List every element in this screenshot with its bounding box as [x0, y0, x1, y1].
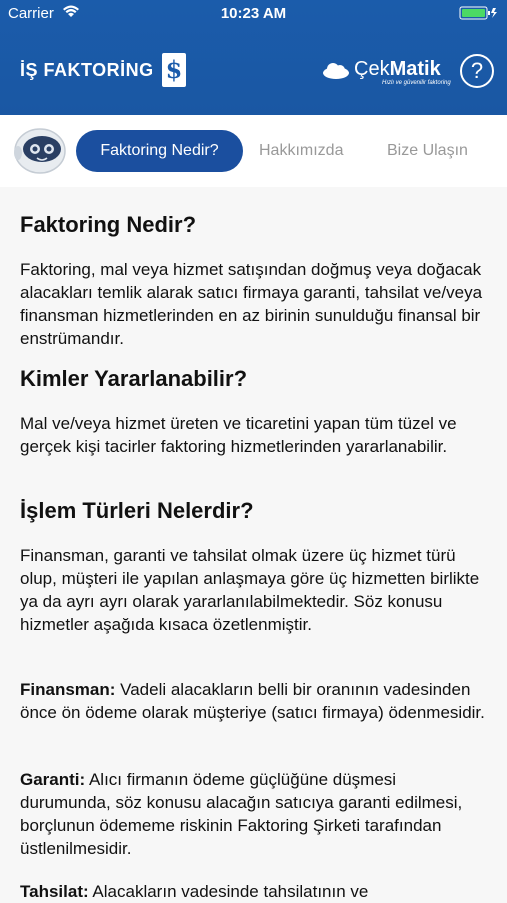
logo-mark: $: [162, 53, 186, 87]
cloud-icon: [322, 62, 350, 80]
heading-faktoring-nedir: Faktoring Nedir?: [20, 212, 197, 237]
tahsilat-text: Alacakların vadesinde tahsilatının ve: [88, 882, 369, 901]
app-header: [0, 0, 507, 115]
battery-icon: [459, 6, 499, 20]
heading-islem-turleri: İşlem Türleri Nelerdir?: [20, 498, 254, 523]
paragraph-islem-turleri: Finansman, garanti ve tahsilat olmak üzere üç hizmet türü olup, müşteri ile yapılan anlaşmaya göre üç hizmetten birlikte ya da ayrı ayrı olarak yararlanılabilmektedir. Söz konusu hizmetler aşağıda kısaca özetlenmiştir.: [20, 546, 480, 634]
status-bar: [0, 0, 507, 27]
tahsilat-label: Tahsilat:: [20, 882, 89, 901]
paragraph-faktoring-definition: Faktoring, mal veya hizmet satışından doğmuş veya doğacak alacakları temlik alarak satıcı firmaya garanti, tahsilat ve/veya finansman hizmetlerinden en az birinin sunulduğu finansal bir enstrümandır.: [20, 260, 483, 348]
paragraph-kimler: Mal ve/veya hizmet üreten ve ticaretini yapan tüm tüzel ve gerçek kişi tacirler faktoring hizmetlerinden yararlanabilir.: [20, 414, 457, 456]
garanti-text: Alıcı firmanın ödeme güçlüğüne düşmesi durumunda, söz konusu alacağın satıcıya garanti edilmesi, borçlunun ödememe riskinin Faktoring Şirketi tarafından üstlenilmesidir.: [20, 770, 463, 858]
cekmatik-tagline: Hızlı ve güvenilir faktoring: [382, 80, 451, 86]
heading-kimler-yararlanabilir: Kimler Yararlanabilir?: [20, 366, 248, 391]
cekmatik-prefix: Çek: [354, 58, 390, 80]
tab-bar: [0, 115, 507, 187]
carrier-label: Carrier: [8, 5, 54, 22]
finansman-text: Vadeli alacakların belli bir oranının vadesinden önce ön ödeme olarak müşteriye (satıcı firmaya) ödenmesidir.: [20, 680, 485, 722]
tab-faktoring-nedir[interactable]: Faktoring Nedir?: [76, 130, 243, 172]
cekmatik-logo: [322, 58, 458, 88]
help-button[interactable]: ?: [460, 54, 494, 88]
paragraph-finansman: [20, 678, 490, 724]
app-logo-text: İŞ FAKTORİNG: [20, 60, 154, 80]
robot-mascot-icon[interactable]: [12, 125, 68, 177]
cekmatik-suffix: Matik: [389, 58, 441, 80]
paragraph-garanti: [20, 768, 490, 860]
finansman-label: Finansman:: [20, 680, 116, 699]
status-time: 10:23 AM: [220, 5, 287, 22]
garanti-label: Garanti:: [20, 770, 86, 789]
cekmatik-brand: [354, 58, 441, 81]
tab-bize-ulasin[interactable]: Bize Ulaşın: [387, 142, 468, 159]
tab-hakkimizda[interactable]: Hakkımızda: [259, 142, 344, 159]
